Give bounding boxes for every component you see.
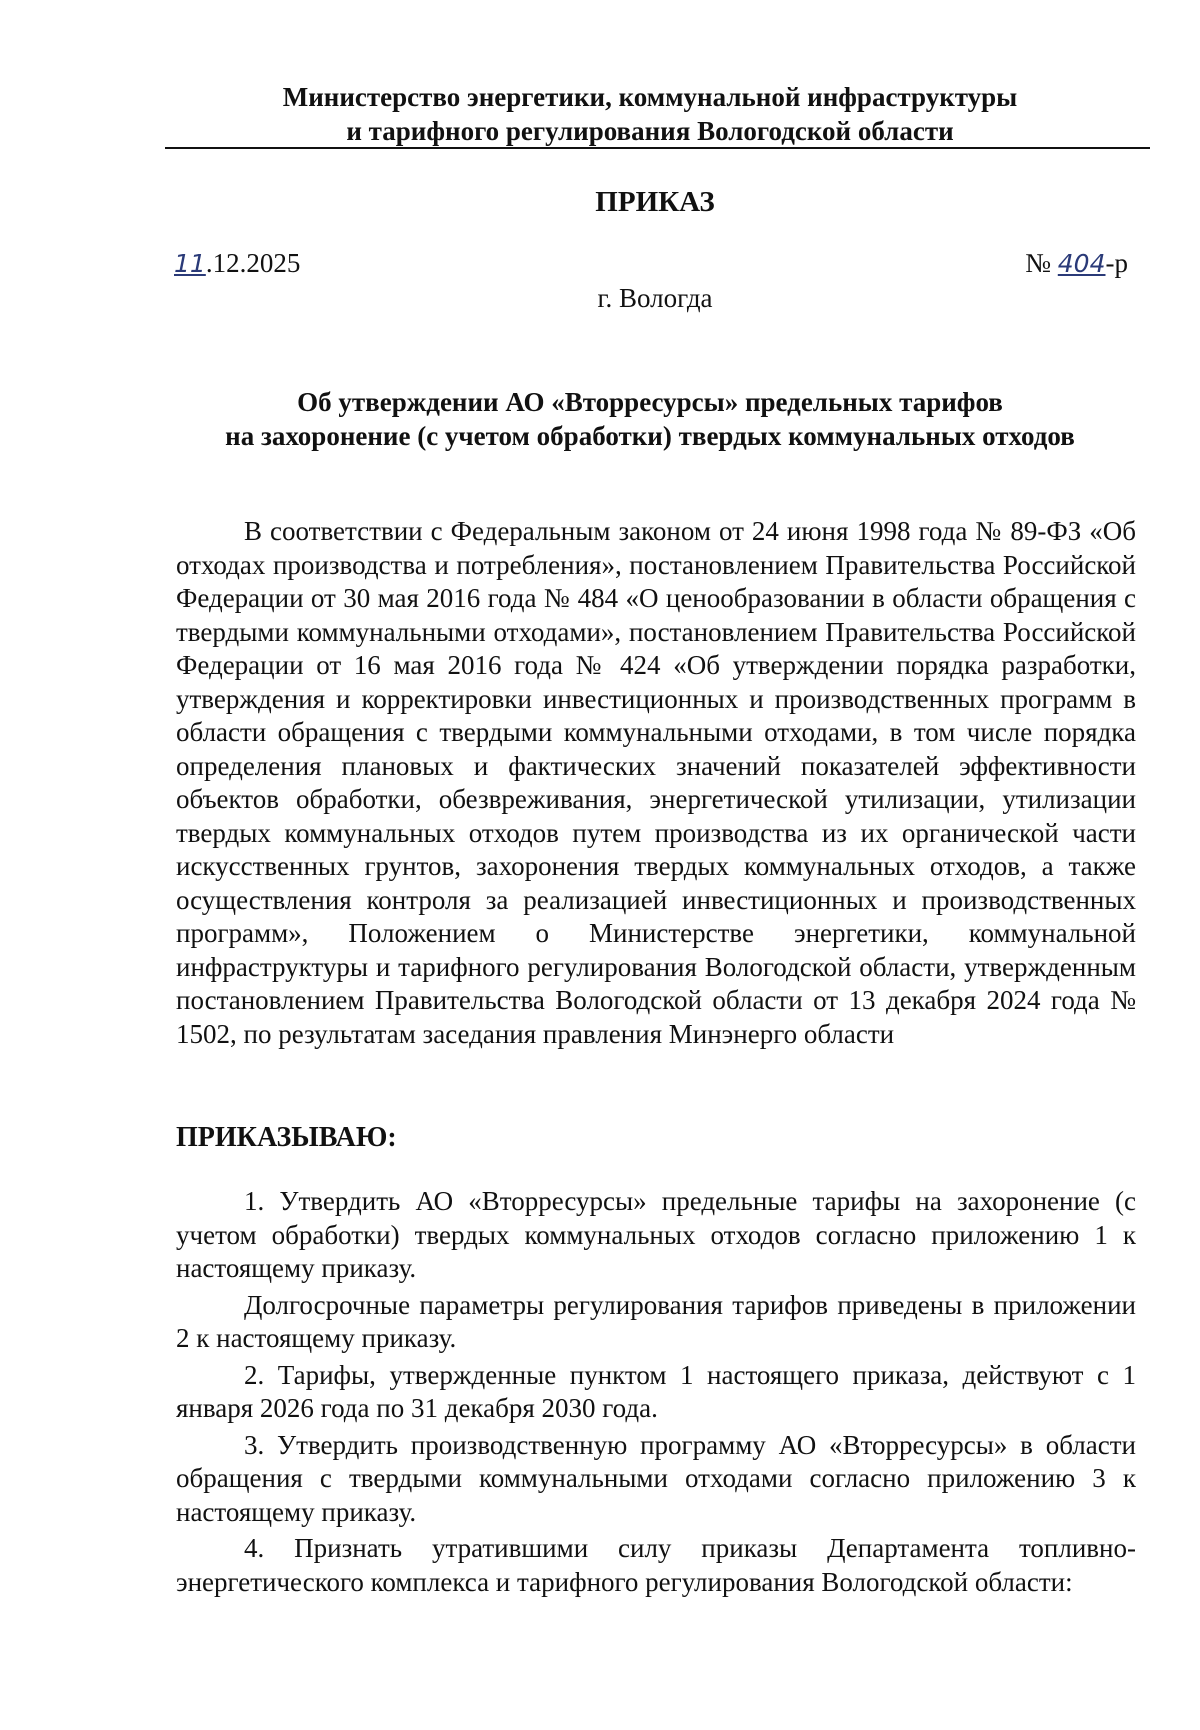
order-verb: ПРИКАЗЫВАЮ:	[176, 1122, 397, 1153]
order-date	[174, 248, 300, 279]
handwritten-day: 11	[174, 249, 206, 278]
order-items	[176, 1185, 1136, 1602]
ministry-line-1: Министерство энергетики, коммунальной инфраструктуры	[282, 82, 1018, 112]
item-3: 3. Утвердить производственную программу АО «Вторресурсы» в области обращения с твердыми коммунальными отходами согласно приложению 3 к настоящему приказу.	[176, 1429, 1136, 1527]
header-divider	[165, 147, 1150, 149]
preamble-paragraph: В соответствии с Федеральным законом от 24 июня 1998 года № 89-ФЗ «Об отходах производства и потребления», постановлением Правительства Российской Федерации от 30 мая 2016 года № 484 «О ценообразовании в области обращения с твердыми коммунальными отходами», постановлением Правительства Российской Федерации от 16 мая 2016 года № 424 «Об утверждении порядка разработки, утверждения и корректировки инвестиционных и производственных программ в области обращения с твердыми коммунальными отходами, в том числе порядка определения плановых и фактических значений показателей эффективности объектов обработки, обезвреживания, энергетической утилизации, утилизации твердых коммунальных отходов путем производства из их органической части искусственных грунтов, захоронения твердых коммунальных отходов, а также осуществления контроля за реализацией инвестиционных и производственных программ», Положением о Министерстве энергетики, коммунальной инфраструктуры и тарифного регулирования Вологодской области, утвержденным постановлением Правительства Вологодской области от 13 декабря 2024 года № 1502, по результатам заседания правления Минэнерго области	[176, 516, 1136, 1049]
number-prefix: №	[1025, 248, 1052, 278]
preamble	[176, 515, 1136, 1051]
number-suffix: -р	[1105, 248, 1128, 278]
item-2: 2. Тарифы, утвержденные пунктом 1 настоящего приказа, действуют с 1 января 2026 года по 31 декабря 2030 года.	[176, 1359, 1136, 1423]
handwritten-number: 404	[1057, 249, 1106, 278]
ministry-line-2: и тарифного регулирования Вологодской области	[346, 116, 954, 146]
ministry-header	[160, 80, 1140, 148]
order-number	[1025, 248, 1128, 279]
subject-line-2: на захоронение (с учетом обработки) твердых коммунальных отходов	[225, 421, 1075, 451]
item-1: 1. Утвердить АО «Вторресурсы» предельные тарифы на захоронение (с учетом обработки) твердых коммунальных отходов согласно приложению 1 к настоящему приказу.	[176, 1186, 1136, 1283]
city: г. Вологда	[597, 283, 713, 313]
document-type: ПРИКАЗ	[595, 186, 715, 218]
item-4: 4. Признать утратившими силу приказы Департамента топливно-энергетического комплекса и тарифного регулирования Вологодской области:	[176, 1533, 1136, 1597]
item-1-note: Долгосрочные параметры регулирования тарифов приведены в приложении 2 к настоящему приказу.	[176, 1289, 1136, 1353]
order-subject	[160, 385, 1140, 453]
date-month-year: .12.2025	[205, 248, 301, 278]
subject-line-1: Об утверждении АО «Вторресурсы» предельных тарифов	[297, 387, 1003, 417]
